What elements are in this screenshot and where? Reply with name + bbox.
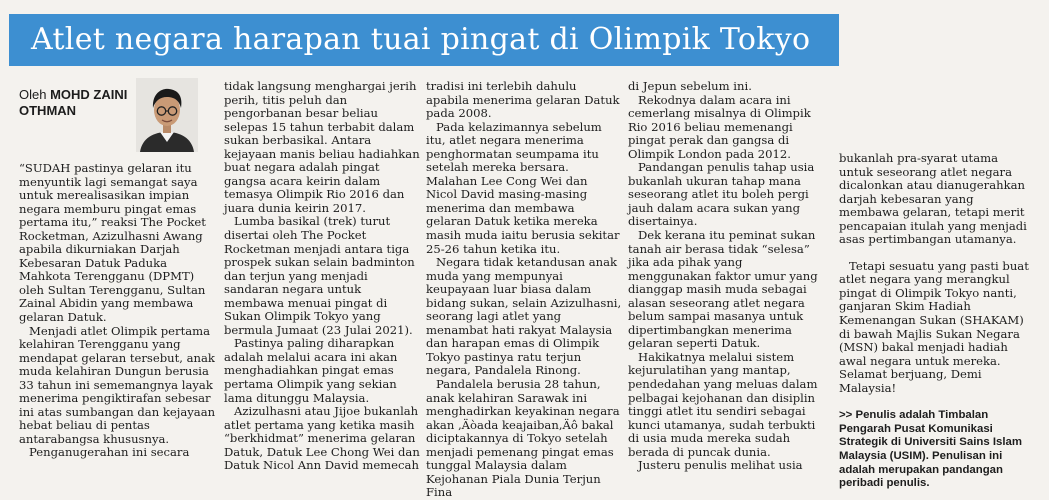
paragraph: Lumba basikal (trek) turut disertai oleh The Pocket Rocketman menjadi antara tiga prospek sukan selain badminton dan terjun yang menjadi sandaran negara untuk membawa menuai pingat di Sukan Olimpik Tokyo yang bermula Jumaat (23 Julai 2021).: [224, 214, 415, 337]
paragraph: Azizulhasni atau Jijoe bukanlah atlet pertama yang ketika masih “berkhidmat” menerima gelaran Datuk, Datuk Lee Chong Wei dan Datuk Nicol Ann David memecah: [224, 404, 420, 473]
paragraph: tradisi ini terlebih dahulu apabila menerima gelaran Datuk pada 2008.: [426, 79, 620, 121]
paragraph: Hakikatnya melalui sistem kejurulatihan yang mantap, pendedahan yang meluas dalam pelbagai kejohanan dan disiplin tinggi atlet itu sendiri sebagai kunci utamanya, sudah terbukti di usia muda mereka sudah berada di puncak dunia.: [628, 349, 818, 459]
article-column-1: [19, 162, 219, 460]
paragraph: “SUDAH pastinya gelaran itu menyuntik lagi semangat saya untuk merealisasikan impian negara memburu pingat emas pertama itu,” reaksi The Pocket Rocketman, Azizulhasni Awang apabila dikurniakan Darjah Kebesaran Datuk Paduka Mahkota Terengganu (DPMT) oleh Sultan Terengganu, Sultan Zainal Abidin yang membawa gelaran Datuk.: [19, 161, 206, 325]
paragraph: bukanlah pra-syarat utama untuk seseorang atlet negara dicalonkan atau dianugerahkan darjah kebesaran yang membawa gelaran, tetapi merit pencapaian itulah yang menjadi asas pertimbangan utamanya.: [839, 151, 1027, 247]
author-photo: [136, 78, 198, 152]
paragraph: tidak langsung menghargai jerih perih, titis peluh dan pengorbanan besar beliau selepas 15 tahun terbabit dalam sukan berbasikal. Antara kejayaan manis beliau hadiahkan buat negara adalah pingat gangsa acara keirin dalam temasya Olimpik Rio 2016 dan juara dunia keirin 2017.: [224, 79, 420, 215]
paragraph: Pandangan penulis tahap usia bukanlah ukuran tahap mana seseorang atlet itu boleh pergi jauh dalam acara sukan yang disertainya.: [628, 160, 815, 229]
paragraph: Pandalela berusia 28 tahun, anak kelahiran Sarawak ini menghadirkan keyakinan negara akan ‚Äòada keajaiban‚Äô bakal diciptakannya di Tokyo setelah menjadi pemenang pingat emas tunggal Malaysia dalam Kejohanan Piala Dunia Terjun Fina: [426, 377, 620, 500]
paragraph: Menjadi atlet Olimpik pertama kelahiran Terengganu yang mendapat gelaran tersebut, anak muda kelahiran Dungun berusia 33 tahun ini sememangnya layak menerima pengiktirafan sebesar ini atas sumbangan dan kejayaan hebat beliau di pentas antarabangsa khususnya.: [19, 323, 216, 446]
paragraph: Rekodnya dalam acara ini cemerlang misalnya di Olimpik Rio 2016 beliau memenangi pingat perak dan gangsa di Olimpik London pada 2012.: [628, 92, 811, 161]
paragraph: Penganugerahan ini secara: [29, 445, 190, 460]
author-photo-icon: [136, 78, 198, 152]
paragraph: Negara tidak ketandusan anak muda yang mempunyai keupayaan luar biasa dalam bidang sukan, selain Azizulhasni, seorang lagi atlet yang menambat hati rakyat Malaysia dan harapan emas di Olimpik Tokyo pastinya ratu terjun negara, Pandalela Rinong.: [426, 255, 622, 378]
byline-prefix: Oleh: [19, 87, 47, 102]
paragraph: Tetapi sesuatu yang pasti buat atlet negara yang merangkul pingat di Olimpik Tokyo nanti, ganjaran Skim Hadiah Kemenangan Sukan (SHAKAM) di bawah Majlis Sukan Negara (MSN) bakal menjadi hadiah awal negara untuk mereka. Selamat berjuang, Demi Malaysia!: [839, 258, 1029, 395]
article-column-3: [426, 80, 622, 500]
paragraph: Dek kerana itu peminat sukan tanah air berasa tidak “selesa” jika ada pihak yang menggunakan faktor umur yang dianggap masih muda sebagai alasan seseorang atlet negara belum sampai masanya untuk dipertimbangkan menerima gelaran seperti Datuk.: [628, 228, 818, 351]
article-column-5: [839, 152, 1035, 491]
headline-banner: [9, 14, 839, 66]
paragraph: Pastinya paling diharapkan adalah melalui acara ini akan menghadiahkan pingat emas pertama Olimpik yang sekian lama ditunggu Malaysia.: [224, 336, 398, 405]
author-first-name: MOHD ZAINI: [50, 87, 128, 102]
article-column-2: [224, 80, 420, 473]
byline: [19, 87, 137, 119]
headline: Atlet negara harapan tuai pingat di Olimpik Tokyo: [31, 22, 811, 57]
article-column-4: [628, 80, 824, 473]
paragraph: Pada kelazimannya sebelum itu, atlet negara menerima penghormatan seumpama itu setelah mereka bersara. Malahan Lee Cong Wei dan Nicol David masing-masing menerima dan membawa gelaran Datuk ketika mereka masih muda iaitu berusia sekitar 25-26 tahun ketika itu.: [426, 119, 620, 256]
paragraph: Justeru penulis melihat usia: [638, 458, 803, 473]
paragraph: di Jepun sebelum ini.: [628, 79, 752, 93]
author-last-name: OTHMAN: [19, 103, 77, 118]
author-endnote: >> Penulis adalah Timbalan Pengarah Pusat Komunikasi Strategik di Universiti Sains Islam Malaysia (USIM). Penulisan ini adalah merupakan pandangan peribadi penulis.: [839, 409, 1022, 490]
